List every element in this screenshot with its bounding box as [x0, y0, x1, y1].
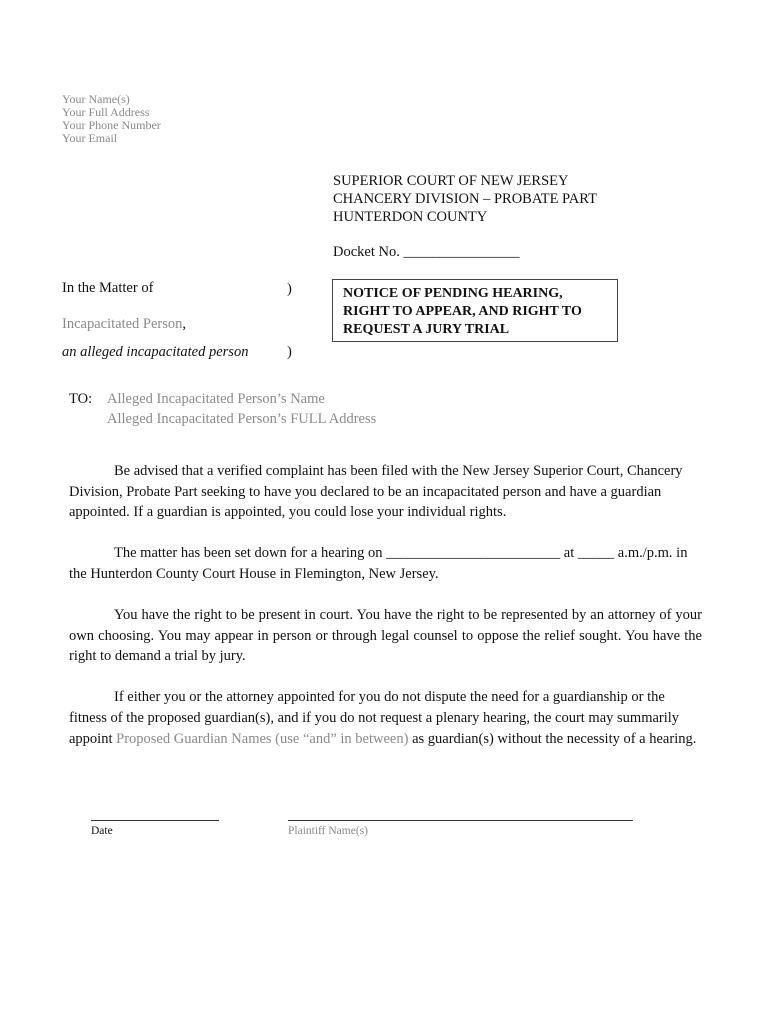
court-line-3: HUNTERDON COUNTY [333, 209, 488, 225]
court-line-2: CHANCERY DIVISION – PROBATE PART [333, 191, 597, 207]
plaintiff-name-label: Plaintiff Name(s) [288, 825, 368, 837]
paragraph-1 [69, 461, 702, 523]
court-heading [333, 172, 597, 226]
notice-line-1: NOTICE OF PENDING HEARING, [343, 286, 563, 301]
caption-comma: , [182, 316, 187, 332]
alleged-person-label: an alleged incapacitated person [62, 344, 249, 360]
date-label: Date [91, 825, 113, 837]
sender-address: Your Full Address [62, 105, 150, 119]
paragraph-1-text: Be advised that a verified complaint has been filed with the New Jersey Superior Court, Chancery Division, Probate Part seeking to have you declared to be an incapacitated person and have a guardian appointed. If a guardian is appointed, you could lose your individual rights. [69, 463, 683, 520]
date-signature-line [91, 820, 219, 821]
sender-block [62, 93, 161, 145]
sender-phone: Your Phone Number [62, 118, 161, 132]
recipient-address-placeholder: Alleged Incapacitated Person’s FULL Address [107, 411, 377, 427]
court-line-1: SUPERIOR COURT OF NEW JERSEY [333, 173, 569, 189]
docket-number: Docket No. ________________ [333, 244, 520, 260]
notice-line-2: RIGHT TO APPEAR, AND RIGHT TO [343, 304, 582, 319]
matter-of-label: In the Matter of [62, 280, 154, 296]
paragraph-3 [69, 605, 702, 667]
incapacitated-person-line [62, 316, 186, 333]
notice-title-box [332, 279, 618, 342]
proposed-guardian-placeholder: Proposed Guardian Names (use “and” in between) [116, 731, 409, 747]
plaintiff-signature-line [288, 820, 633, 821]
paragraph-3-text: You have the right to be present in court. You have the right to be represented by an attorney of your own choosing. You may appear in person or through legal counsel to oppose the relief sought. You have the right to demand a trial by jury. [69, 607, 702, 664]
paragraph-4-text-b: as guardian(s) without the necessity of a hearing. [408, 731, 697, 747]
sender-name: Your Name(s) [62, 92, 130, 106]
to-label: TO: [69, 391, 93, 407]
incapacitated-person-placeholder: Incapacitated Person [62, 316, 183, 332]
caption-paren-top: ) [287, 281, 292, 297]
paragraph-4-text-a: If either you or the attorney appointed for you do not dispute the need for a guardianship or the fitness of the proposed guardian(s), and if you do not request a plenary hearing, the court may summarily appoint [69, 689, 680, 747]
caption-paren-bottom: ) [287, 344, 292, 360]
notice-line-3: REQUEST A JURY TRIAL [343, 322, 510, 337]
recipient-name-placeholder: Alleged Incapacitated Person’s Name [107, 391, 325, 407]
sender-email: Your Email [62, 131, 118, 145]
paragraph-4 [69, 687, 702, 750]
paragraph-2-text: The matter has been set down for a hearing on ________________________ at _____ a.m./p.m. in the Hunterdon County Court House in Flemington, New Jersey. [69, 545, 688, 582]
paragraph-2 [69, 543, 702, 584]
